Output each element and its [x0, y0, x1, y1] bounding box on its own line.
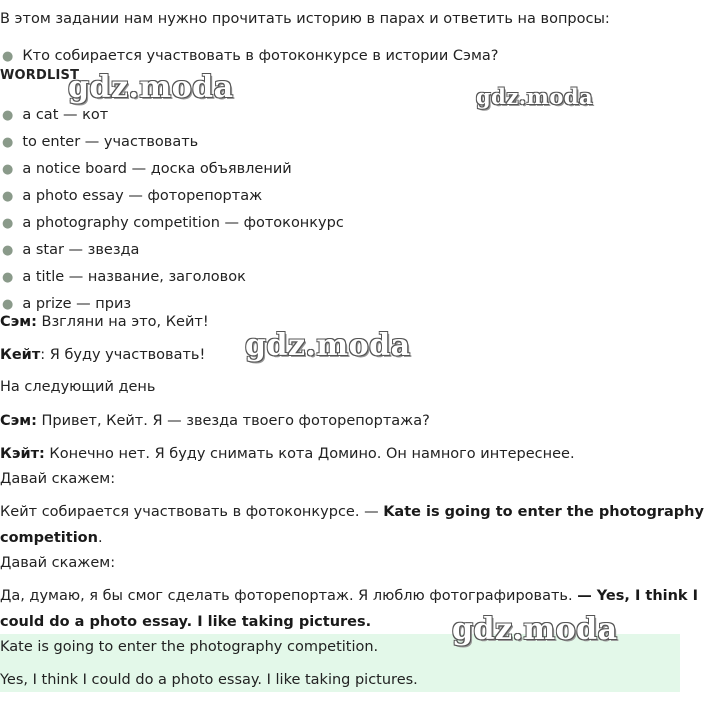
speech-text: Привет, Кейт. Я — звезда твоего фоторепортажа?	[36, 413, 430, 429]
dialogue-line	[0, 314, 209, 330]
next-day-text: На следующий день	[0, 379, 156, 395]
bullet-icon: ●	[2, 135, 14, 150]
example-en: — Yes, I think I	[577, 588, 699, 604]
wordlist-title: WORDLIST	[0, 68, 80, 83]
list-item	[2, 134, 198, 150]
watermark-logo: gdz.moda	[452, 612, 618, 647]
wordlist	[0, 97, 680, 311]
list-item	[2, 188, 262, 204]
word-entry: a cat — кот	[22, 107, 109, 123]
bullet-icon: ●	[2, 243, 14, 258]
bullet-icon: ●	[2, 297, 14, 312]
example-en: competition	[0, 530, 98, 546]
speech-text: Взгляни на это, Кейт!	[36, 314, 209, 330]
speaker-name: Сэм:	[0, 413, 37, 429]
example-en: Kate is going to enter the photography	[383, 504, 704, 520]
list-item	[2, 242, 139, 258]
bullet-icon: ●	[2, 162, 14, 177]
example-ru: Да, думаю, я бы смог сделать фоторепортаж. Я люблю фотографировать.	[0, 588, 578, 604]
list-item	[2, 107, 108, 123]
watermark-logo: gdz.moda	[476, 84, 594, 109]
dialogue-line	[0, 347, 205, 363]
dialogue-line	[0, 413, 430, 429]
lets-say-label: Давай скажем:	[0, 471, 116, 487]
bullet-icon: ●	[2, 270, 14, 285]
punctuation: .	[97, 530, 103, 546]
speaker-name: Кэйт:	[0, 446, 45, 462]
example-line	[0, 614, 371, 630]
word-entry: a title — название, заголовок	[22, 269, 246, 285]
list-item	[2, 161, 292, 177]
bullet-icon: ●	[2, 216, 14, 231]
intro-text: В этом задании нам нужно прочитать историю в парах и ответить на вопросы:	[0, 11, 610, 27]
watermark-logo: gdz.moda	[68, 70, 234, 105]
example-line	[0, 504, 704, 520]
speech-text: : Я буду участвовать!	[40, 347, 206, 363]
list-item	[2, 48, 498, 64]
watermark-logo: gdz.moda	[245, 328, 411, 363]
word-entry: a star — звезда	[22, 242, 140, 258]
list-item	[2, 269, 246, 285]
bullet-icon: ●	[2, 49, 14, 64]
list-item	[2, 296, 131, 312]
bullet-icon: ●	[2, 108, 14, 123]
speaker-name: Сэм:	[0, 314, 37, 330]
dialogue-line	[0, 446, 575, 462]
example-ru: Кейт собирается участвовать в фотоконкурсе. —	[0, 504, 384, 520]
word-entry: a photo essay — фоторепортаж	[22, 188, 263, 204]
speech-text: Конечно нет. Я буду снимать кота Домино. Он намного интереснее.	[44, 446, 575, 462]
question-text: Кто собирается участвовать в фотоконкурсе в истории Сэма?	[22, 48, 499, 64]
example-en: could do a photo essay. I like taking pictures.	[0, 614, 372, 630]
list-item	[2, 215, 344, 231]
lets-say-label: Давай скажем:	[0, 555, 116, 571]
word-entry: a photography competition — фотоконкурс	[22, 215, 344, 231]
example-line	[0, 530, 103, 546]
bullet-icon: ●	[2, 189, 14, 204]
answer-line: Yes, I think I could do a photo essay. I like taking pictures.	[0, 672, 418, 688]
answer-line: Kate is going to enter the photography competition.	[0, 639, 379, 655]
question-list	[0, 44, 680, 66]
example-line	[0, 588, 698, 604]
word-entry: to enter — участвовать	[22, 134, 199, 150]
word-entry: a prize — приз	[22, 296, 132, 312]
speaker-name: Кейт	[0, 347, 41, 363]
word-entry: a notice board — доска объявлений	[22, 161, 292, 177]
